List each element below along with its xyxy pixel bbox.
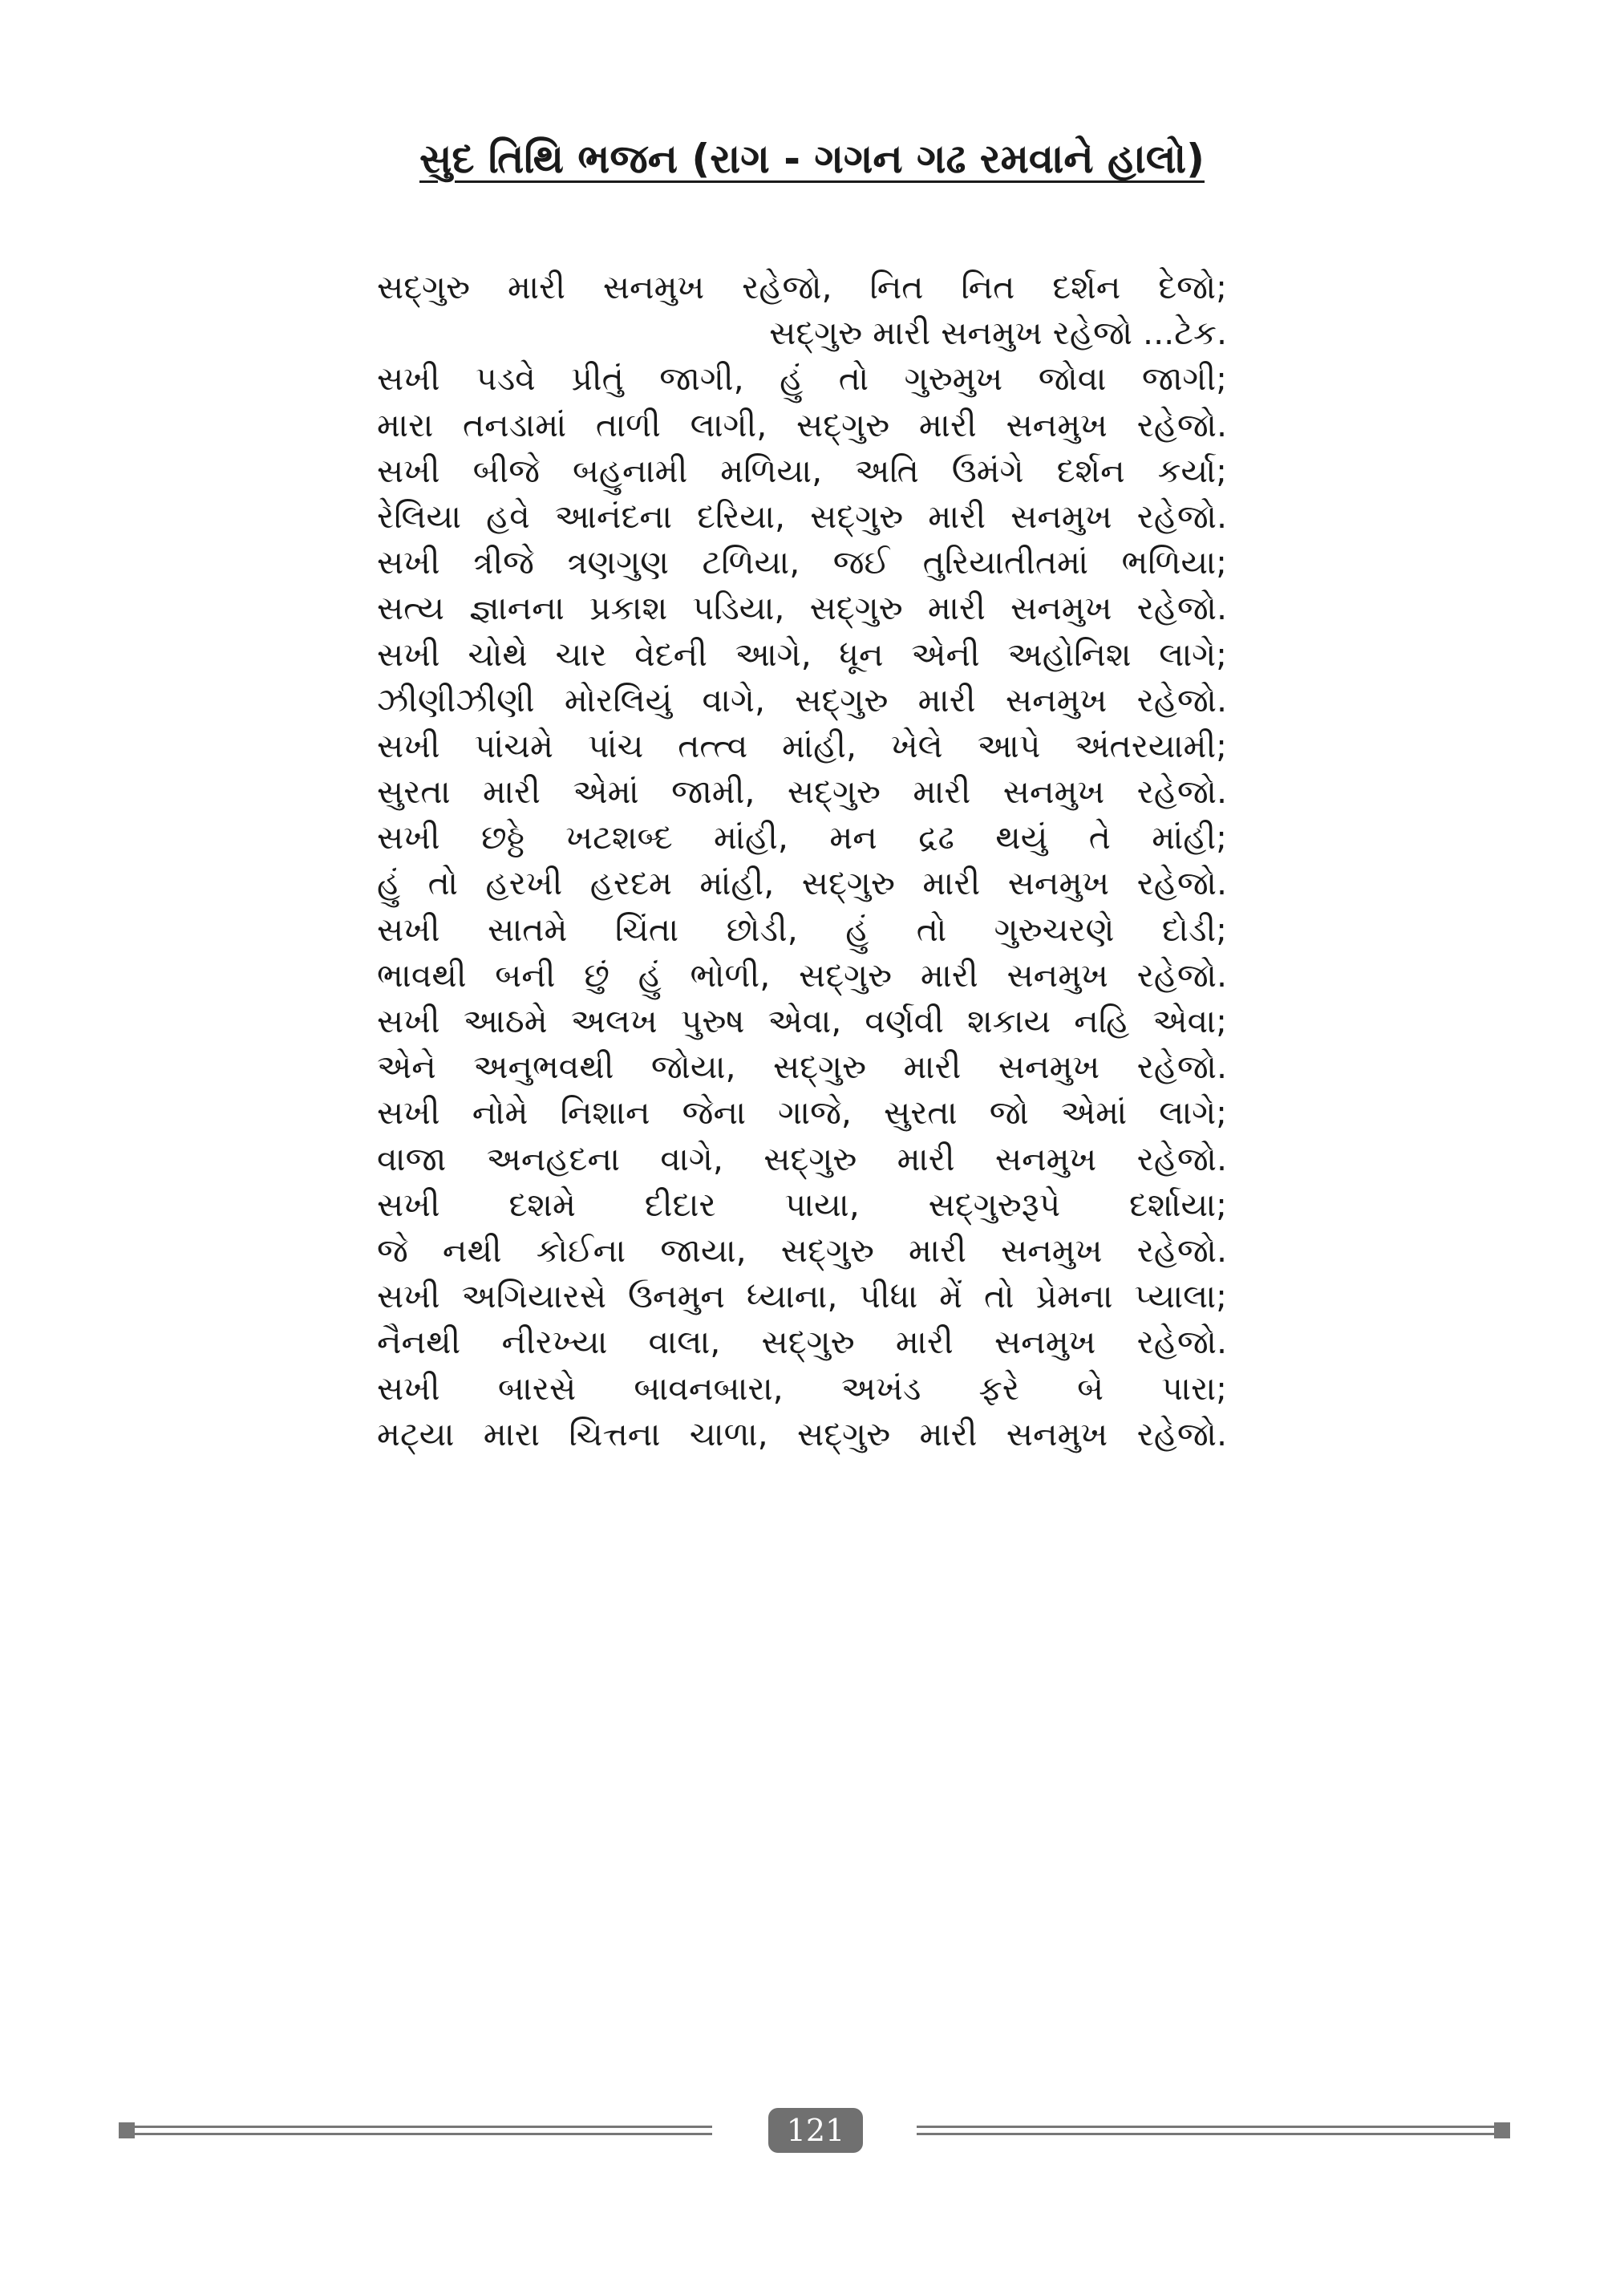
- verse-line: સખી નોમે નિશાન જેના ગાજે, સુરતા જો એમાં લાગે;: [377, 1093, 1227, 1133]
- verse-line: સખી સાતમે ચિંતા છોડી, હું તો ગુરુચરણે દોડી;: [377, 910, 1227, 949]
- footer-rule-right: [917, 2126, 1494, 2135]
- verse-line: સખી પડવે પ્રીતું જાગી, હું તો ગુરુમુખ જોવા જાગી;: [377, 359, 1227, 399]
- verse-line: મારા તનડામાં તાળી લાગી, સદ્‌ગુરુ મારી સનમુખ રહેજો.: [377, 405, 1227, 444]
- verse-line: સખી આઠમે અલખ પુરુષ એવા, વર્ણવી શકાય નહિ એવા;: [377, 1002, 1227, 1040]
- verse-line: સખી છઠ્ઠે ખટશબ્દ માંહી, મન દ્રઢ થયું તે માંહી;: [377, 818, 1227, 857]
- verse-line: સુરતા મારી એમાં જામી, સદ્‌ગુરુ મારી સનમુખ રહેજો.: [377, 772, 1227, 812]
- verse-line: ભાવથી બની છું હું ભોળી, સદ્‌ગુરુ મારી સનમુખ રહેજો.: [377, 955, 1227, 995]
- verse-line: સખી અગિયારસે ઉનમુન ધ્યાના, પીધા મેં તો પ્રેમના પ્યાલા;: [377, 1277, 1227, 1316]
- verse-line: હું તો હરખી હરદમ માંહી, સદ્‌ગુરુ મારી સનમુખ રહેજો.: [377, 864, 1227, 903]
- verse-line: સખી બીજે બહુનામી મળિયા, અતિ ઉમંગે દર્શન કર્યા;: [377, 451, 1227, 490]
- verse-line: જે નથી કોઈના જાયા, સદ્‌ગુરુ મારી સનમુખ રહેજો.: [377, 1230, 1227, 1270]
- bhajan-verse: [377, 265, 1227, 1457]
- verse-line: સદ્‌ગુરુ મારી સનમુખ રહેજો, નિત નિત દર્શન દેજો;: [377, 268, 1227, 306]
- verse-line: સખી દશમે દીદાર પાયા, સદ્‌ગુરુરૂપે દર્શાયા;: [377, 1185, 1227, 1224]
- verse-line: સખી બારસે બાવનબારા, અખંડ ફરે બે પારા;: [377, 1368, 1227, 1408]
- verse-line: સખી ચોથે ચાર વેદની આગે, ધૂન એની અહોનિશ લાગે;: [377, 634, 1227, 674]
- verse-line: એને અનુભવથી જોયા, સદ્‌ગુરુ મારી સનમુખ રહેજો.: [377, 1048, 1227, 1087]
- page-title: [0, 127, 1624, 191]
- verse-line: સખી ત્રીજે ત્રણગુણ ટળિયા, જઈ તુરિયાતીતમાં ભળિયા;: [377, 543, 1227, 582]
- verse-line: મટ્યા મારા ચિત્તના ચાળા, સદ્‌ગુરુ મારી સનમુખ રહેજો.: [377, 1414, 1227, 1453]
- page-number: 121: [768, 2108, 863, 2153]
- verse-refrain: સદ્‌ગુરુ મારી સનમુખ રહેજો ...ટેક.: [769, 314, 1227, 353]
- verse-line: રેલિયા હવે આનંદના દરિયા, સદ્‌ગુરુ મારી સનમુખ રહેજો.: [377, 497, 1227, 536]
- verse-line: વાજા અનહદના વાગે, સદ્‌ગુરુ મારી સનમુખ રહેજો.: [377, 1139, 1227, 1178]
- page-title-text: સુદ તિથિ ભજન (રાગ - ગગન ગઢ રમવાને હાલો): [419, 136, 1205, 182]
- footer-cap-right: [1494, 2122, 1510, 2138]
- verse-line: સખી પાંચમે પાંચ તત્ત્વ માંહી, ખેલે આપે અંતરયામી;: [377, 726, 1227, 765]
- verse-line: સત્ય જ્ઞાનના પ્રકાશ પડિયા, સદ્‌ગુરુ મારી સનમુખ રહેજો.: [377, 589, 1227, 628]
- verse-line: નૈનથી નીરખ્યા વાલા, સદ્‌ગુરુ મારી સનમુખ રહેજો.: [377, 1323, 1227, 1362]
- footer-rule-left: [135, 2126, 712, 2135]
- verse-line: ઝીણીઝીણી મોરલિયું વાગે, સદ્‌ગુરુ મારી સનમુખ રહેજો.: [377, 680, 1227, 719]
- page-footer: [119, 2108, 1510, 2153]
- footer-cap-left: [119, 2122, 135, 2138]
